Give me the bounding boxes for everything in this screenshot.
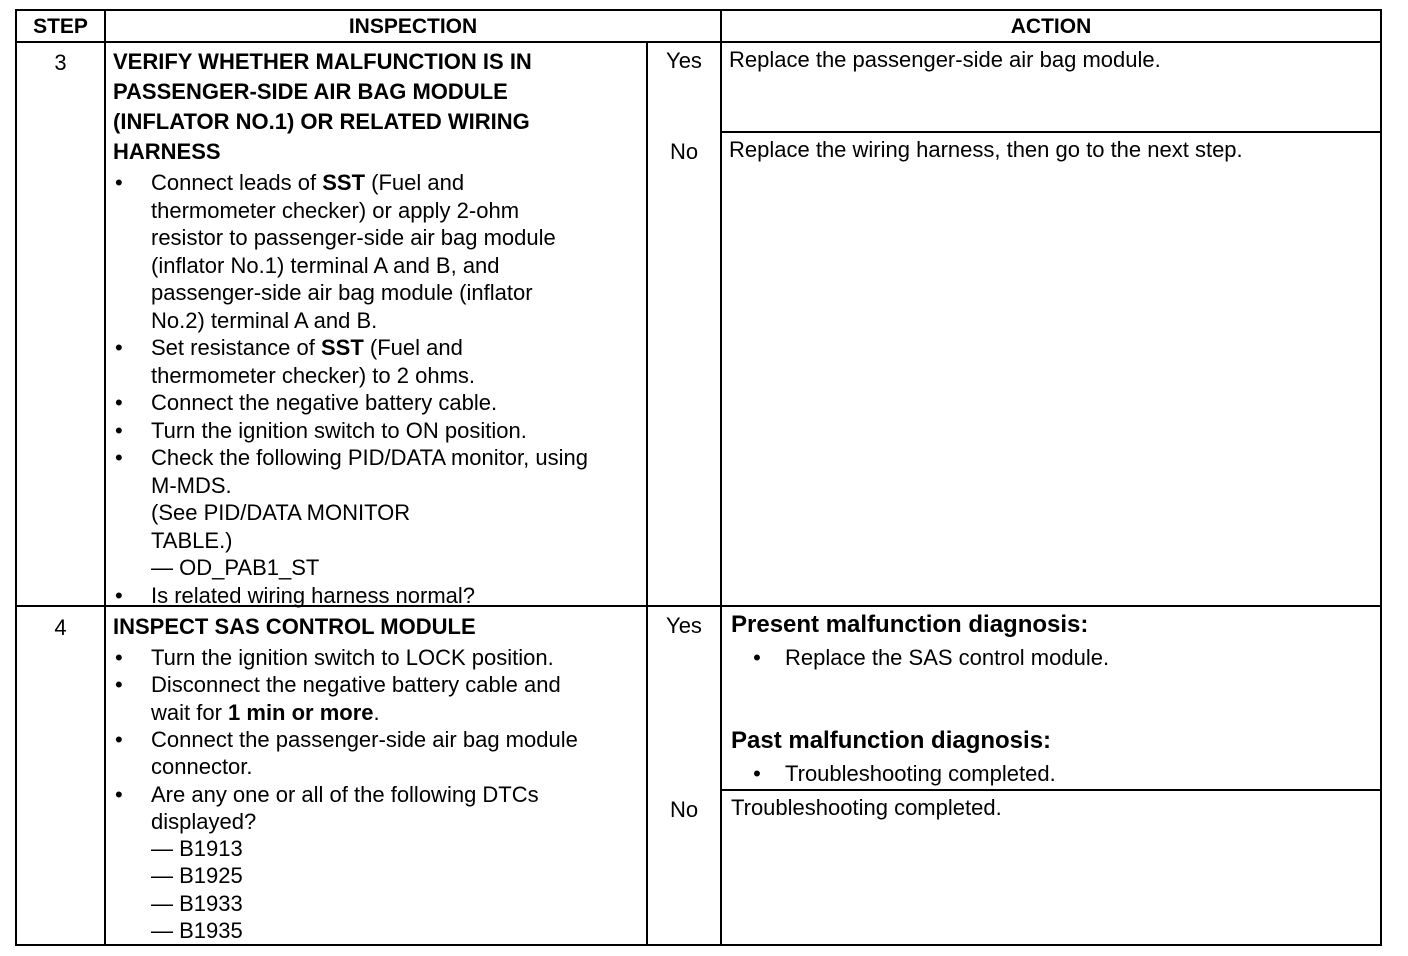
inspection-bullet-line: Are any one or all of the following DTCs: [151, 781, 539, 807]
yes-action: Replace the passenger-side air bag module.: [729, 47, 1161, 72]
inspection-bullet-line: — B1933: [151, 890, 243, 916]
inspection-bullet-line: thermometer checker) or apply 2-ohm: [151, 197, 520, 223]
divider: [720, 131, 1380, 133]
header-action: ACTION: [1010, 15, 1092, 38]
bullet-icon: •: [115, 170, 123, 195]
bullet-icon: •: [115, 582, 123, 608]
inspection-bullet-line: Connect the passenger-side air bag module: [151, 726, 578, 752]
inspection-bullet-line: No.2) terminal A and B.: [151, 307, 378, 333]
divider: [720, 789, 1380, 791]
bullet-icon: •: [115, 335, 123, 360]
header-step: STEP: [33, 15, 88, 38]
present-heading: Present malfunction diagnosis:: [731, 611, 1089, 638]
inspection-bullet-line: thermometer checker) to 2 ohms.: [151, 362, 476, 388]
yes-label: Yes: [666, 613, 702, 638]
bullet-icon: •: [115, 672, 123, 698]
inspection-bullet-line: M-MDS.: [151, 472, 232, 498]
inspection-title-line: INSPECT SAS CONTROL MODULE: [113, 614, 476, 639]
bullet-icon: •: [115, 445, 123, 470]
inspection-bullet-line: displayed?: [151, 808, 257, 834]
inspection-bullet-line: — B1935: [151, 918, 243, 943]
bullet-icon: •: [115, 726, 123, 752]
inspection-bullet-line: Set resistance of SST (Fuel and: [151, 335, 463, 360]
no-label: No: [669, 139, 699, 164]
inspection-title-line: PASSENGER-SIDE AIR BAG MODULE: [113, 79, 508, 104]
inspection-title-line: (INFLATOR NO.1) OR RELATED WIRING: [113, 109, 530, 134]
bullet-icon: •: [115, 781, 123, 807]
divider: [720, 11, 722, 944]
inspection-bullet-line: — OD_PAB1_ST: [151, 555, 320, 580]
inspection-bullet-line: Connect leads of SST (Fuel and: [151, 170, 465, 195]
no-action: Replace the wiring harness, then go to the next step.: [729, 137, 1243, 162]
divider: [17, 41, 1380, 43]
inspection-bullet-line: Disconnect the negative battery cable and: [151, 672, 561, 698]
header-inspection: INSPECTION: [348, 15, 478, 38]
inspection-bullet-line: Check the following PID/DATA monitor, using: [151, 445, 588, 470]
bullet-icon: •: [115, 417, 123, 443]
inspection-bullet-line: wait for 1 min or more.: [151, 699, 380, 725]
step-number: 3: [54, 50, 67, 75]
inspection-bullet-line: (See PID/DATA MONITOR: [151, 500, 411, 525]
inspection-bullet-line: (inflator No.1) terminal A and B, and: [151, 252, 500, 278]
no-label: No: [669, 797, 699, 822]
inspection-bullet-line: Connect the negative battery cable.: [151, 390, 498, 415]
bullet-icon: •: [753, 761, 761, 786]
inspection-bullet-line: TABLE.): [151, 527, 233, 553]
bullet-icon: •: [115, 645, 123, 670]
inspection-title-line: VERIFY WHETHER MALFUNCTION IS IN: [113, 49, 532, 74]
inspection-bullet-line: Turn the ignition switch to LOCK position.: [151, 645, 554, 670]
inspection-title-line: HARNESS: [113, 139, 221, 164]
step-number: 4: [54, 615, 67, 640]
inspection-bullet-line: Is related wiring harness normal?: [151, 582, 476, 608]
inspection-bullet-line: passenger-side air bag module (inflator: [151, 280, 533, 305]
inspection-bullet-line: — B1925: [151, 863, 243, 889]
inspection-bullet-line: connector.: [151, 754, 253, 780]
inspection-bullet-line: — B1913: [151, 836, 243, 862]
bullet-icon: •: [753, 645, 761, 670]
inspection-bullet-line: resistor to passenger-side air bag module: [151, 225, 556, 250]
troubleshooting-table: STEP INSPECTION ACTION 3 VERIFY WHETHER MALFUNCTION IS IN PASSENGER-SIDE AIR BAG MODULE (INFLATOR NO.1) OR RELATED WIRING HARNESS • Connect leads of SST (Fuel and thermometer checker) or apply 2-ohm resistor to passenger-side air bag module (inflator No.1) terminal A and B, and passenger-side air bag module (inflator No.2) terminal A and B. • Set resistance of SST (Fuel and thermometer checker) to 2 ohms. • Connect the negative battery cable. • Turn the ignition switch to ON position. • Check the following PID/DATA monitor, using M-MDS. (See PID/DATA MONITOR TABLE.) — OD_PAB1_ST • Is related wiring harness normal? Yes Replace the passenger-side air bag module. No Replace the wiring harness, then go to the next step. 4 INSPECT SAS CONTROL MODULE • Turn the ignition switch to LOCK position. • Disconnect the negative battery cable and wait for 1 min or more. • Connect the passenger-side air bag module connector. • Are any one or all of the following DTCs displayed? — B1913 — B1925 — B1933 — B1935 Yes Present malfunction diagnosis: • Replace the SAS control module. Past malfunction diagnosis: • Troubleshooting completed. No Troubleshooting completed.: [15, 9, 1382, 946]
bullet-icon: •: [115, 390, 123, 415]
divider: [104, 11, 106, 944]
inspection-bullet-line: Turn the ignition switch to ON position.: [151, 417, 527, 443]
past-heading: Past malfunction diagnosis:: [731, 727, 1052, 754]
yes-label: Yes: [666, 48, 702, 73]
no-action: Troubleshooting completed.: [731, 795, 1002, 820]
